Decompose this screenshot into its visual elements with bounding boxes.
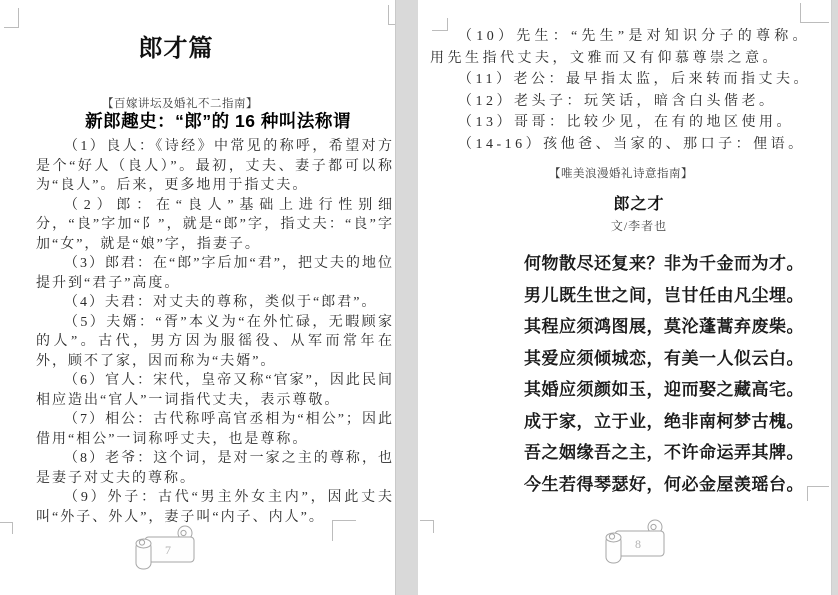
paragraph: （12）老头子：玩笑话，暗含白头偕老。: [458, 93, 777, 109]
poem-line: 何物散尽还复来？非为千金而为才。: [524, 254, 804, 273]
poem-line: 今生若得琴瑟好，何必金屋羡瑶台。: [524, 474, 804, 494]
article-body: [430, 26, 810, 155]
crop-mark: [420, 520, 434, 533]
page-number-scroll: [602, 519, 674, 571]
paragraph: （10）先生：“先生”是对知识分子的尊称。用先生指代丈夫，文雅而又有仰慕尊崇之意。: [430, 29, 810, 66]
poem-line: 其爱应须倾城恋，有美一人似云白。: [524, 348, 804, 368]
poem-line: 其程应须鸿图展，莫沦蓬蒿弃废柴。: [524, 317, 804, 336]
paragraph: （11）老公：最早指太监，后来转而指丈夫。: [458, 72, 811, 87]
page-left: [0, 0, 395, 595]
poem-line: 男儿既生世之间，岂甘任由凡尘埋。: [524, 285, 804, 305]
poem-byline: 文/李者也: [610, 219, 668, 233]
paragraph: （13）哥哥：比较少见，在有的地区使用。: [458, 115, 794, 130]
section-tag: 【百嫁讲坛及婚礼不二指南】: [102, 98, 258, 110]
paragraph: （9）外子：古代“男主外女主内”，因此丈夫叫“外子、外人”，妻子叫“内子、内人”。: [36, 490, 394, 525]
poem-line: 吾之姻缘吾之主，不许命运弄其牌。: [524, 443, 804, 462]
paragraph: （5）夫婿：“胥”本义为“在外忙碌，无暇顾家的人”。古代，男方因为服徭役、从军而常年在外，顾不了家，因而称为“夫婿”。: [36, 314, 394, 369]
paragraph: （3）郎君：在“郎”字后加“君”，把丈夫的地位提升到“君子”高度。: [36, 256, 394, 291]
article-heading: 新郎趣史：“郎”的 16 种叫法称谓: [85, 111, 351, 131]
page-number: 8: [635, 537, 641, 551]
paragraph: （7）相公：古代称呼高官丞相为“相公”；因此借用“相公”一词称呼丈夫，也是尊称。: [36, 412, 394, 447]
paragraph: （6）官人：宋代，皇帝又称“官家”，因此民间相应造出“官人”一词指代丈夫，表示尊敬。: [36, 373, 394, 408]
paragraph: （4）夫君：对丈夫的尊称，类似于“郎君”。: [64, 295, 378, 310]
poem-line: 成于家，立于业，绝非南柯梦古槐。: [524, 411, 804, 431]
poem: [524, 248, 804, 500]
poem-line: 其婚应须颜如玉，迎而娶之藏高宅。: [524, 380, 804, 399]
app-background-strip: [831, 0, 838, 595]
crop-mark: [807, 486, 829, 501]
paragraph: （8）老爷：这个词，是对一家之主的尊称，也是妻子对丈夫的尊称。: [36, 451, 394, 486]
paragraph: （2）郎：在“良人”基础上进行性别细分，“良”字加“阝”，就是“郎”字，指丈夫：“良”字加“女”，就是“娘”字，指妻子。: [36, 197, 394, 252]
poem-title: 郎之才: [613, 196, 665, 213]
page-title: 郎才篇: [138, 35, 214, 62]
article-body: [36, 137, 394, 527]
section-tag: 【唯美浪漫婚礼诗意指南】: [549, 168, 693, 180]
paragraph: （1）良人：《诗经》中常见的称呼，希望对方是个“好人（良人）”。最初，丈夫、妻子都可以称为“良人”。后来，更多地用于指丈夫。: [36, 139, 394, 193]
page-number-scroll: [132, 525, 204, 577]
crop-mark: [4, 8, 19, 28]
crop-mark: [0, 522, 13, 534]
crop-mark: [800, 3, 829, 23]
page-gap: [395, 0, 419, 595]
page-number: 7: [165, 543, 171, 557]
paragraph: （14-16）孩他爸、当家的、那口子：俚语。: [458, 136, 806, 152]
